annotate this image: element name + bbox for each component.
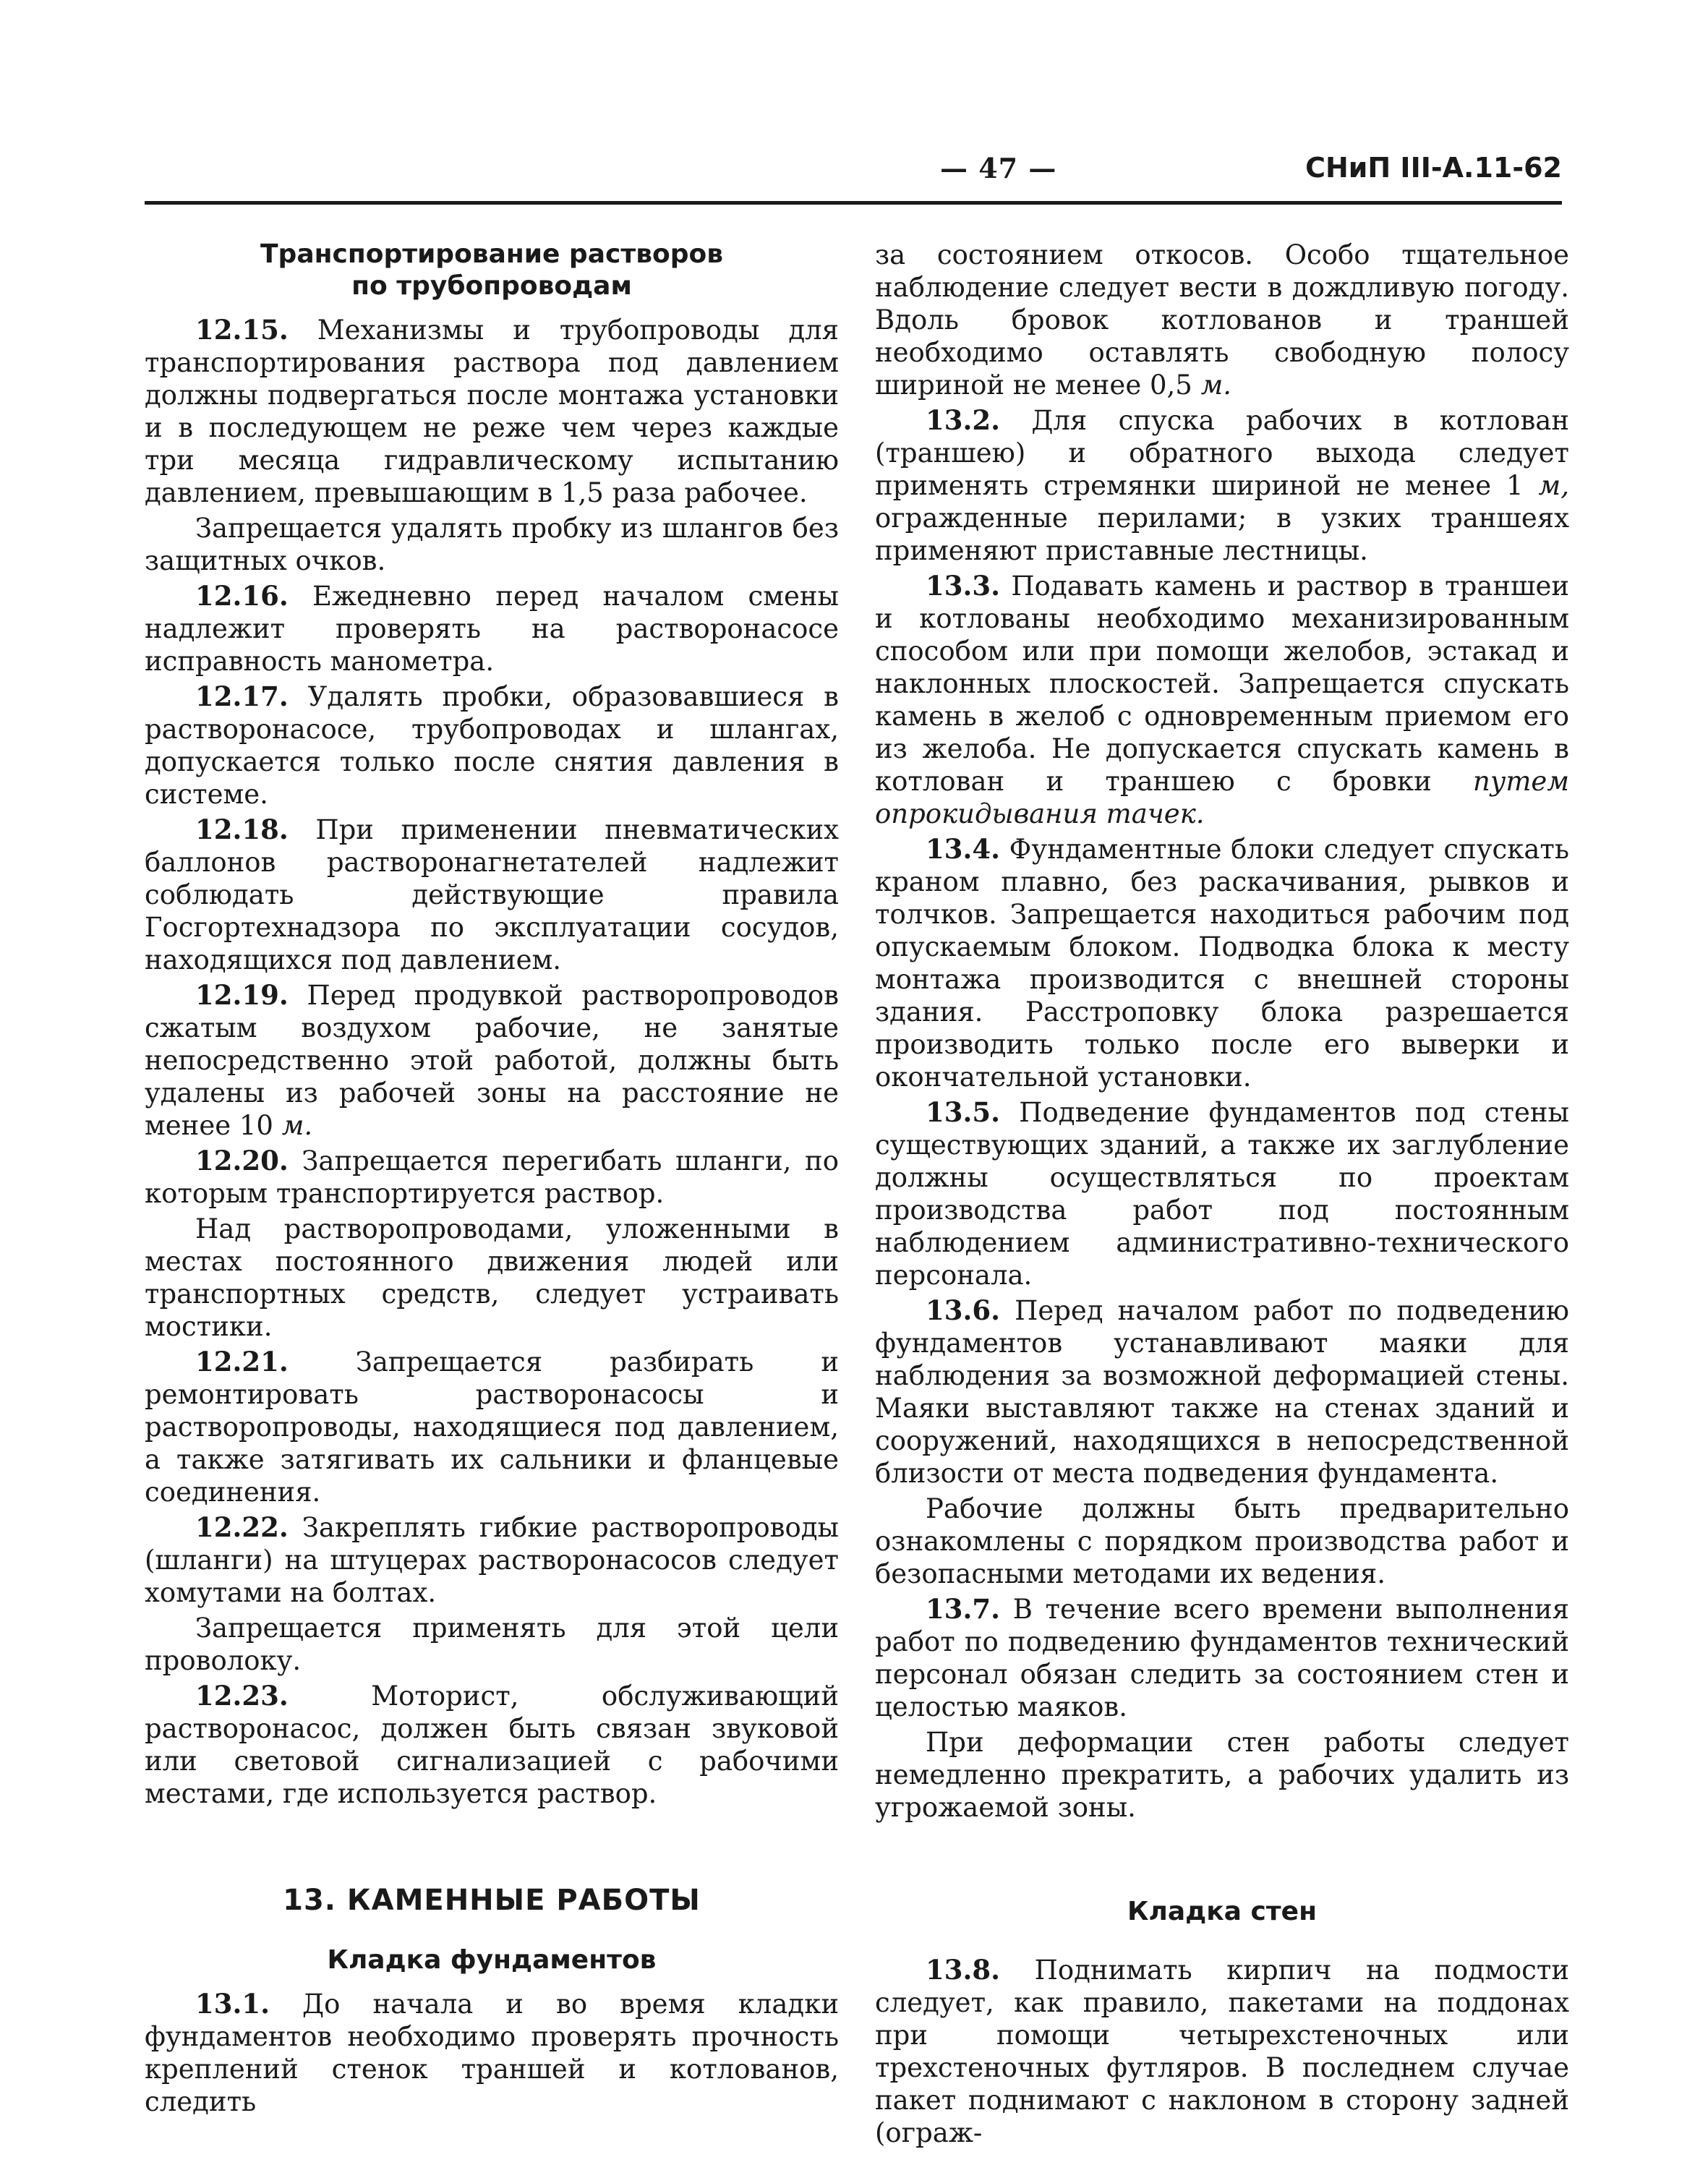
paragraph-13-8: 13.8. Поднимать кирпич на подмости следует, как правило, пакетами на поддонах при помощи четырехстеночных или трехстеночных футляров. В последнем случае пакет поднимают с наклоном в сторону задней (ограж- [875, 1954, 1569, 2148]
paragraph-12-20-b: Над растворопроводами, уложенными в местах постоянного движения людей или транспортных средств, следует устраивать мостики. [145, 1213, 839, 1342]
paragraph-12-18: 12.18. При применении пневматических баллонов растворонагнетателей надлежит соблюдать действующие правила Госгортехнадзора по эксплуатации сосудов, находящихся под давлением. [145, 813, 840, 975]
section-title-foundations: Кладка фундаментов [327, 1945, 657, 1975]
paragraph-13-7: 13.7. В течение всего времени выполнения работ по подведению фундаментов технический персонал обязан следить за состоянием стен и целостью маяков. [875, 1593, 1569, 1722]
paragraph-12-22: 12.22. Закреплять гибкие растворопроводы (шланги) на штуцерах растворонасосов следует хомутами на болтах. [145, 1511, 839, 1608]
paragraph-13-7-b: При деформации стен работы следует немедленно прекратить, а рабочих удалить из угрожаемой зоны. [875, 1727, 1569, 1823]
paragraph-12-22-b: Запрещается применять для этой цели проволоку. [145, 1613, 839, 1676]
chapter-title: 13. КАМЕННЫЕ РАБОТЫ [283, 1884, 701, 1917]
paragraph-13-3: 13.3. Подавать камень и раствор в траншеи и котлованы необходимо механизированным способом или при помощи желобов, эстакад и наклонных плоскостей. Запрещается спускать камень в желоб с одновременным приемом его из желоба. Не допускается спускать камень в котлован и траншею с бровки путем опрокидывания тачек. [875, 570, 1570, 829]
paragraph-13-4: 13.4. Фундаментные блоки следует спускать краном плавно, без раскачивания, рывков и толчков. Запрещается находиться рабочим под опускаемым блоком. Подводка блока к месту монтажа производится с внешней стороны здания. Расстроповку блока разрешается производить только после его выверки и окончательной установки. [875, 833, 1570, 1093]
spacer [875, 1827, 1569, 1896]
paragraph-12-17: 12.17. Удалять пробки, образовавшиеся в растворонасосе, трубопроводах и шлангах, допускается только после снятия давления в системе. [145, 680, 839, 810]
paragraph-12-16: 12.16. Ежедневно перед началом смены надлежит проверять на растворонасосе исправность манометра. [145, 580, 840, 677]
left-column [145, 239, 839, 2121]
header-rule [145, 201, 1562, 205]
section-title-transport: Транспортирование растворов по трубопроводам [260, 239, 723, 301]
paragraph-12-15-b: Запрещается удалять пробку из шлангов без защитных очков. [145, 513, 839, 576]
paragraph-13-6-b: Рабочие должны быть предварительно ознакомлены с порядком производства работ и безопасными методами их ведения. [875, 1493, 1569, 1589]
paragraph-13-1: 13.1. До начала и во время кладки фундаментов необходимо проверять прочность креплений стенок траншей и котлованов, следить [145, 1988, 839, 2117]
page-header [145, 152, 1562, 202]
paragraph-13-1-cont: за состоянием откосов. Особо тщательное наблюдение следует вести в дождливую погоду. Вдоль бровок котлованов и траншей необходимо оставлять свободную полосу шириной не менее 0,5 м. [875, 239, 1569, 401]
page-number: — 47 — [940, 152, 1057, 184]
section-title-walls: Кладка стен [1127, 1897, 1317, 1926]
document-code: СНиП III-А.11-62 [1305, 152, 1562, 184]
paragraph-12-20: 12.20. Запрещается перегибать шланги, по которым транспортируется раствор. [145, 1145, 839, 1209]
paragraph-12-15: 12.15. Механизмы и трубопроводы для транспортирования раствора под давлением должны подвергаться после монтажа установки и в последующем не реже чем через каждые три месяца гидравлическому испытанию давлением, превышающим в 1,5 раза рабочее. [145, 314, 839, 508]
paragraph-12-21: 12.21. Запрещается разбирать и ремонтировать растворонасосы и растворопроводы, находящиеся под давлением, а также затягивать их сальники и фланцевые соединения. [145, 1346, 839, 1508]
paragraph-12-23: 12.23. Моторист, обслуживающий растворонасос, должен быть связан звуковой или световой сигнализацией с рабочими местами, где используется раствор. [145, 1680, 839, 1809]
paragraph-13-5: 13.5. Подведение фундаментов под стены существующих зданий, а также их заглубление должны осуществляться по проектам производства работ под постоянным наблюдением административно-технического персонала. [875, 1096, 1569, 1291]
paragraph-12-19: 12.19. Перед продувкой растворопроводов сжатым воздухом рабочие, не занятые непосредственно этой работой, должны быть удалены из рабочей зоны на расстояние не менее 10 м. [145, 979, 840, 1141]
spacer [145, 1813, 839, 1882]
right-column [875, 239, 1569, 2152]
paragraph-13-6: 13.6. Перед началом работ по подведению фундаментов устанавливают маяки для наблюдения за возможной деформацией стены. Маяки выставляют также на стенах зданий и сооружений, находящихся в непосредственной близости от места подведения фундамента. [875, 1294, 1569, 1489]
paragraph-13-2: 13.2. Для спуска рабочих в котлован (траншею) и обратного выхода следует применять стремянки шириной не менее 1 м, огражденные перилами; в узких траншеях применяют приставные лестницы. [875, 404, 1569, 566]
